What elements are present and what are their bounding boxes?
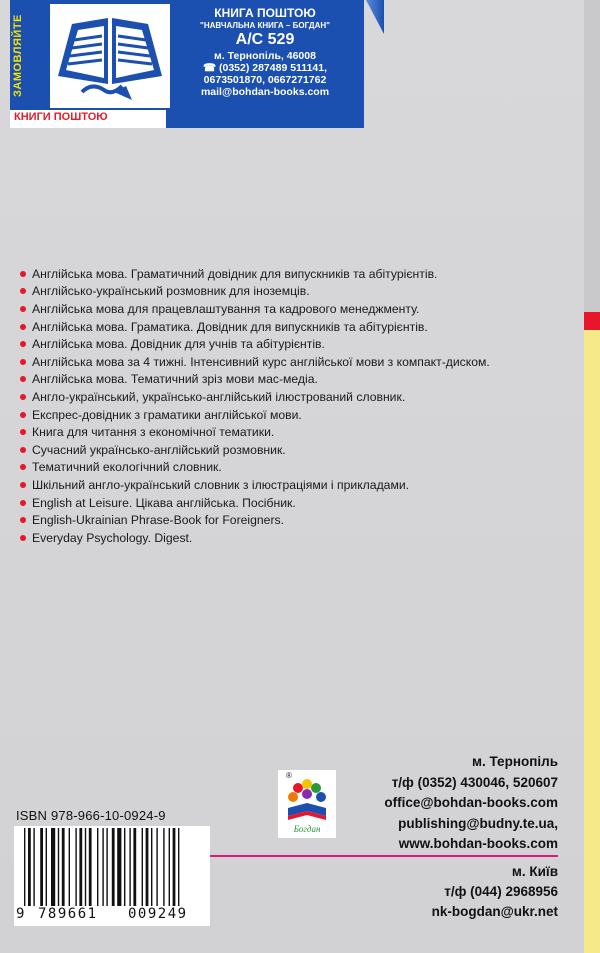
ternopil-site: www.bohdan-books.com	[398, 836, 558, 851]
book-title: Шкільний англо-український словник з ілюстраціями і прикладами.	[32, 477, 410, 492]
book-title: Сучасний українсько-англійський розмовник.	[32, 442, 286, 457]
barcode-bar	[129, 828, 130, 906]
barcode-bar	[46, 828, 47, 906]
publisher-logo	[278, 770, 336, 838]
bullet-icon	[20, 517, 26, 523]
bullet-icon	[20, 324, 26, 330]
book-title: Англійсько-український розмовник для іноземців.	[32, 284, 310, 299]
list-item	[20, 423, 590, 441]
bullet-icon	[20, 429, 26, 435]
list-item	[20, 318, 590, 336]
book-title: Everyday Psychology. Digest.	[32, 530, 193, 545]
barcode-bar	[24, 828, 25, 906]
barcode-bar	[28, 828, 31, 906]
bullet-icon	[20, 394, 26, 400]
book-list	[20, 265, 590, 547]
book-title: Англійська мова. Довідник для учнів та абітурієнтів.	[32, 337, 325, 352]
bullet-icon	[20, 464, 26, 470]
barcode-bar	[62, 828, 65, 906]
banner-phones-1: ☎ (0352) 287489 511141,	[202, 62, 328, 74]
ternopil-email: office@bohdan-books.com	[384, 795, 558, 810]
registered-mark: ®	[286, 771, 292, 780]
book-title: Англійська мова. Граматика. Довідник для випускників та абітурієнтів.	[32, 319, 428, 334]
list-item	[20, 371, 590, 389]
book-illustration-box	[48, 2, 172, 110]
barcode-bar	[117, 828, 121, 906]
book-title: Тематичний екологічний словник.	[32, 460, 222, 475]
barcode-left-digits: 789661	[38, 906, 98, 922]
list-item	[20, 300, 590, 318]
list-item	[20, 353, 590, 371]
barcode-bar	[40, 828, 43, 906]
bullet-icon	[20, 376, 26, 382]
book-title: Експрес-довідник з граматики англійської мови.	[32, 407, 302, 422]
bullet-icon	[20, 341, 26, 347]
banner-phones-2: 0673501870, 0667271762	[203, 74, 327, 86]
barcode-bar	[163, 828, 164, 906]
list-item	[20, 529, 590, 547]
bullet-icon	[20, 447, 26, 453]
barcode-bar	[146, 828, 149, 906]
barcode-bar	[156, 828, 157, 906]
blue-shard-decoration	[366, 0, 384, 34]
book-title: Англійська мова. Граматичний довідник для випускників та абітурієнтів.	[32, 266, 438, 281]
barcode-bar	[89, 828, 92, 906]
kyiv-email: nk-bogdan@ukr.net	[431, 904, 558, 919]
barcode-first-digit: 9	[16, 906, 25, 922]
list-item	[20, 494, 590, 512]
book-title: English-Ukrainian Phrase-Book for Foreigners.	[32, 513, 284, 528]
bullet-icon	[20, 271, 26, 277]
logo-text: Богдан	[293, 824, 321, 834]
book-title: English at Leisure. Цікава англійська. Посібник.	[32, 495, 296, 510]
bullet-icon	[20, 500, 26, 506]
barcode-bar	[51, 828, 55, 906]
barcode-bar	[85, 828, 86, 906]
list-item	[20, 441, 590, 459]
barcode-bar	[58, 828, 59, 906]
isbn-text: ISBN 978-966-10-0924-9	[16, 808, 166, 823]
book-title: Англійська мова за 4 тижні. Інтенсивний курс англійської мови з компакт-диском.	[32, 354, 490, 369]
bullet-icon	[20, 359, 26, 365]
barcode-bar	[151, 828, 152, 906]
list-item	[20, 283, 590, 301]
book-title: Англо-український, українсько-англійський ілюстрований словник.	[32, 389, 406, 404]
barcode-bar	[112, 828, 115, 906]
divider-line	[192, 855, 558, 857]
barcode-bar	[178, 828, 179, 906]
banner-city: м. Тернопіль, 46008	[214, 50, 316, 62]
ternopil-contacts	[340, 752, 558, 855]
barcode-bar	[97, 828, 98, 906]
barcode-bar	[102, 828, 103, 906]
bullet-icon	[20, 482, 26, 488]
list-item	[20, 511, 590, 529]
list-item	[20, 406, 590, 424]
book-title: Книга для читання з економічної тематики.	[32, 425, 275, 440]
barcode-bar	[173, 828, 176, 906]
bullet-icon	[20, 412, 26, 418]
kyiv-phone: т/ф (044) 2968956	[444, 884, 558, 899]
barcode-bar	[79, 828, 82, 906]
banner-info	[170, 4, 360, 98]
barcode-bar	[169, 828, 170, 906]
barcode-bar	[75, 828, 76, 906]
book-title: Англійська мова. Тематичний зріз мови мас-медіа.	[32, 372, 318, 387]
banner-title: КНИГА ПОШТОЮ	[214, 6, 316, 20]
kyiv-contacts	[340, 862, 558, 922]
list-item	[20, 476, 590, 494]
banner-email: mail@bohdan-books.com	[200, 86, 330, 98]
order-strip-text: КНИГИ ПОШТОЮ	[14, 111, 108, 123]
barcode-bar	[33, 828, 34, 906]
bullet-icon	[20, 306, 26, 312]
list-item	[20, 459, 590, 477]
banner-subtitle: "НАВЧАЛЬНА КНИГА – БОГДАН"	[200, 21, 330, 30]
barcode-bar	[69, 828, 70, 906]
kyiv-city: м. Київ	[511, 864, 558, 879]
barcode-right-digits: 009249	[128, 906, 188, 922]
ternopil-city: м. Тернопіль	[472, 754, 558, 769]
list-item	[20, 265, 590, 283]
barcode-bars-icon	[24, 828, 206, 912]
barcode-bar	[124, 828, 125, 906]
open-book-icon	[52, 6, 168, 106]
barcode-bar	[106, 828, 107, 906]
bullet-icon	[20, 288, 26, 294]
barcode	[14, 826, 210, 926]
barcode-bar	[142, 828, 143, 906]
book-title: Англійська мова для працевлаштування та кадрового менеджменту.	[32, 301, 420, 316]
bohdan-logo-icon	[278, 770, 336, 838]
banner-vertical-text: ЗАМОВЛЯЙТЕ	[12, 14, 24, 98]
barcode-bar	[133, 828, 136, 906]
bullet-icon	[20, 535, 26, 541]
ternopil-email-2: publishing@budny.te.ua,	[398, 815, 558, 831]
list-item	[20, 335, 590, 353]
banner-box: А/С 529	[235, 31, 295, 48]
ternopil-phone: т/ф (0352) 430046, 520607	[391, 774, 558, 790]
list-item	[20, 388, 590, 406]
